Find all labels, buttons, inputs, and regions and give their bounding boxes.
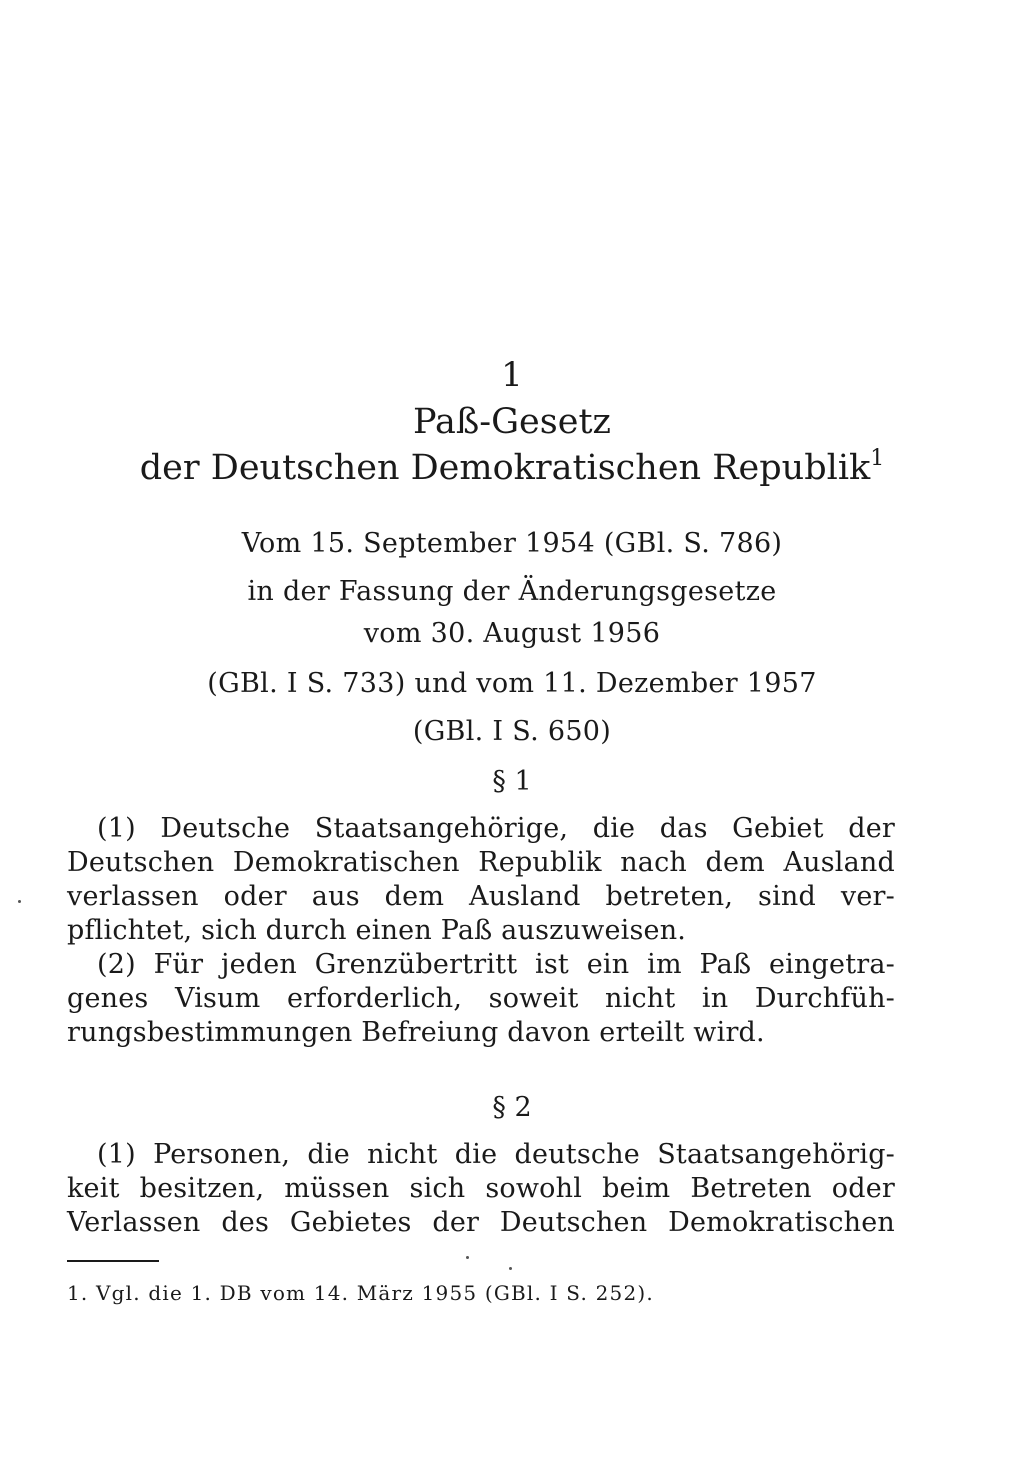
document-subtitle — [0, 448, 1024, 488]
paragraph-line: Deutschen Demokratischen Republik nach dem Ausland — [67, 847, 895, 878]
amendment-note: in der Fassung der Änderungsgesetze — [247, 576, 777, 607]
footnote: 1. Vgl. die 1. DB vom 14. März 1955 (GBl. I S. 252). — [67, 1281, 654, 1305]
scan-speck — [18, 900, 21, 903]
paragraph-line: keit besitzen, müssen sich sowohl beim Betreten oder — [67, 1173, 895, 1204]
paragraph-line: genes Visum erforderlich, soweit nicht in Durchfüh- — [67, 983, 895, 1014]
document-number: 1 — [501, 355, 523, 395]
section1-paragraph-2 — [67, 948, 895, 1050]
amendment-date-1: vom 30. August 1956 — [363, 618, 661, 649]
footnote-divider — [67, 1260, 159, 1262]
scan-speck — [509, 1267, 512, 1270]
paragraph-line: Verlassen des Gebietes der Deutschen Demokratischen — [67, 1207, 895, 1238]
paragraph-line: (2) Für jeden Grenzübertritt ist ein im Paß eingetra- — [97, 949, 895, 980]
footnote-reference: 1 — [870, 446, 885, 471]
paragraph-line: (1) Deutsche Staatsangehörige, die das Gebiet der — [97, 813, 895, 844]
paragraph-line: pflichtet, sich durch einen Paß auszuweisen. — [67, 915, 687, 946]
amendment-date-2: (GBl. I S. 733) und vom 11. Dezember 1957 — [207, 668, 817, 699]
paragraph-line: verlassen oder aus dem Ausland betreten, sind ver- — [67, 881, 895, 912]
document-title: Paß-Gesetz — [413, 402, 611, 442]
gazette-reference: (GBl. I S. 650) — [412, 716, 612, 747]
paragraph-line: (1) Personen, die nicht die deutsche Staatsangehörig- — [97, 1139, 895, 1170]
enactment-date: Vom 15. September 1954 (GBl. S. 786) — [241, 528, 783, 559]
section-heading-1: § 1 — [492, 766, 532, 797]
section2-paragraph-1 — [67, 1138, 895, 1240]
section-heading-2: § 2 — [492, 1092, 532, 1123]
paragraph-line: rungsbestimmungen Befreiung davon erteilt wird. — [67, 1017, 765, 1048]
subtitle-text: der Deutschen Demokratischen Republik — [139, 448, 871, 488]
scan-speck — [466, 1256, 469, 1259]
section1-paragraph-1 — [67, 812, 895, 948]
